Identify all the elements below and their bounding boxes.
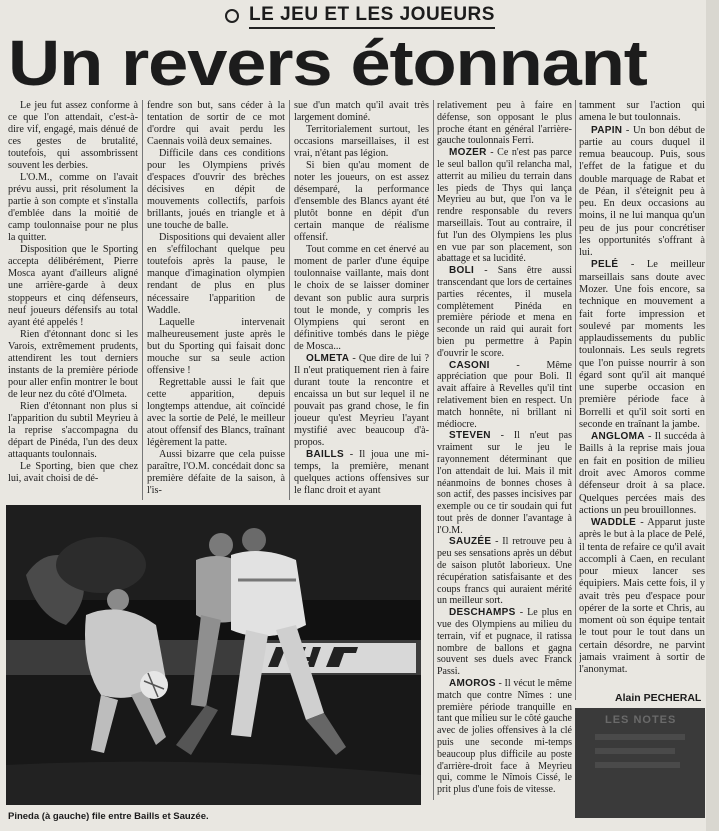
paragraph: Aussi bizarre que cela puisse paraître, l'O.M. concédait donc sa première défaite de la saison, à l'is- <box>147 448 285 496</box>
paragraph: Laquelle intervenait malheureusement juste après le but du Sporting qui faisait donc mouche sur sa seule action offensive ! <box>147 316 285 376</box>
player-comment: - Il joua une mi-temps, la première, menant quelques actions offensives sur le flanc droit et ayant <box>294 448 429 496</box>
player-name: STEVEN <box>449 430 491 442</box>
paragraph: Si bien qu'au moment de noter les joueurs, on est assez désemparé, la performance d'ensemble des Blancs ayant été plutôt bonne en dépit d'un certain manque de réalisme offensif. <box>294 160 429 244</box>
player-rating <box>294 449 429 497</box>
faded-line <box>595 762 680 768</box>
article-headline: Un revers étonnant <box>8 27 647 99</box>
player-name: SAUZÉE <box>449 536 492 548</box>
section-rubric <box>200 4 520 28</box>
paragraph: Difficile dans ces conditions pour les Olympiens privés d'espaces d'ouvrir des brèches décisives en dépit de mouvements collectifs, parfois brillants, joués en triangle et à une touche de balle. <box>147 148 285 232</box>
match-photo <box>6 505 421 805</box>
paragraph: relativement peu à faire en défense, son opposant le plus proche étant en général l'arrière-gauche toulonnais Ferri. <box>437 100 572 147</box>
circle-bullet-icon <box>225 9 239 23</box>
player-comment: - Que dire de lui ? Il n'eut pratiquement rien à faire durant toute la rencontre et encaissa un but sur lequel il ne pouvait pas grand chose, le fin joueur qu'est Meyrieu l'ayant mystifié avec beaucoup d'à-propos. <box>294 352 429 448</box>
photo-caption: Pineda (à gauche) file entre Baills et Sauzée. <box>8 811 209 822</box>
paragraph: tamment sur l'action qui amena le but toulonnais. <box>579 100 705 124</box>
player-rating <box>437 147 572 265</box>
player-comment: - Sans être aussi transcendant que lors de certaines parties récentes, il musela complètement Pinéda en première période et mena en seconde un raid qui aurait fort bien pu permettre à Papin d'ouvrir le score. <box>437 265 572 359</box>
notes-box-label: LES NOTES <box>605 714 677 726</box>
paragraph: Le jeu fut assez conforme à ce que l'on attendait, c'est-à-dire vif, engagé, mais dénué de ces gestes de brutalité, toutefois, qui assombrissent souvent les derbies. <box>8 100 138 172</box>
player-comment: - Un bon début de partie au cours duquel il remua beaucoup. Puis, sous l'effet de la fatigue et du double marquage de Rabat et de Péan, il s'éteignit peu à peu. En deux occasions au moins, il ne lui manqua qu'un peu de jus pour concrétiser les opportunités s'offrant à lui. <box>579 124 705 259</box>
player-comment: - Il vécut le même match que contre Nîmes : une première période tranquille en tant que milieu sur le côté gauche avec de jolies offensives à la clé puis une seconde mi-temps beaucoup plus difficile au poste d'arrière-droit face à Meyrieu qui, comme le Nîmois Cissé, le prit plus d'une fois de vitesse. <box>437 678 572 796</box>
player-comment: - Le meilleur marseillais sans doute avec Mozer. Une fois encore, sa technique en mouvement a fait forte impression et soulevé par moments les applaudissements du public toulonnais. Les seuls regrets que l'on puisse nourrir à son égard sont qu'il ait manqué une superbe occasion en première période face à Borrelli et qu'il soit sorti en seconde en traînant la jambe. <box>579 259 705 430</box>
paragraph: Rien d'étonnant donc si les Varois, extrêmement prudents, attendirent les tout derniers instants de la première période pour aller enfin montrer le bout de leur nez du côté d'Olmeta. <box>8 328 138 400</box>
player-name: PELÉ <box>591 259 619 271</box>
paragraph: Disposition que le Sporting accepta délibérément, Pierre Mosca ayant d'ailleurs aligné une arrière-garde à deux stoppeurs et cinq défenseurs, neuf joueurs défensifs au total ayant été appelés ! <box>8 244 138 328</box>
paragraph: Rien d'étonnant non plus si l'apparition du subtil Meyrieu à la reprise s'accompagna du départ de Pinéda, l'un des deux attaquants toulonnais. <box>8 400 138 460</box>
column-divider <box>575 100 576 700</box>
player-rating <box>579 259 705 431</box>
player-name: OLMETA <box>306 352 350 364</box>
page-margin <box>706 0 719 831</box>
paragraph: Dispositions qui devaient aller en s'effilochant quelque peu toutefois après la pause, le manque d'imagination olympien rendant de plus en plus nécessaire l'apparition de Waddle. <box>147 232 285 316</box>
rubric-title: LE JEU ET LES JOUEURS <box>249 4 495 29</box>
player-rating <box>437 536 572 607</box>
player-comment: - Apparut juste après le but à la place de Pelé, il tenta de refaire ce qu'il avait accompli à Caen, en reculant pour mieux lancer ses équipiers. Mais cette fois, il y avait très peu d'espace pour opérer de la sorte et Chris, au moment où son équipe tentait le tout pour le tout dans un certain désordre, ne parvint jamais vraiment à sortir de l'anonymat. <box>579 517 705 676</box>
player-rating <box>579 125 705 260</box>
article-column-5 <box>579 100 705 688</box>
faded-line <box>595 748 675 754</box>
player-comment: - Ce n'est pas parce le seul ballon qu'il relancha mal, atterrit au milieu du terrain dans les pieds de Thys qui lança Meyrieu au but, que l'on va le rendre responsable du revers marseillais. Tout au contraire, il fut l'un des Olympiens les plus en vue par son placement, son abattage et sa lucidité. <box>437 147 572 265</box>
column-divider <box>433 100 434 800</box>
article-column-1 <box>8 100 138 500</box>
paragraph: L'O.M., comme on l'avait prévu aussi, prit résolument la partie à son compte et s'installa d'emblée dans la moitié de camp toulonnaise pour ne plus la quitter. <box>8 172 138 244</box>
notes-box <box>575 708 705 818</box>
player-rating <box>437 360 572 431</box>
player-rating <box>294 353 429 449</box>
column-divider <box>142 100 143 500</box>
player-name: DESCHAMPS <box>449 607 516 619</box>
player-name: BAILLS <box>306 448 344 460</box>
player-comment: - Il succéda à Baills à la reprise mais joua en fait en position de milieu droit avec Amoros comme défenseur droit à sa place. Quelques percées mais des actions un peu brouillonnes. <box>579 431 705 516</box>
player-name: ANGLOMA <box>591 431 645 443</box>
paragraph: sue d'un match qu'il avait très largement dominé. <box>294 100 429 124</box>
paragraph: Tout comme en cet énervé au moment de parler d'une équipe toulonnaise vaillante, mais dont le choix de se laisser dominer devant son public aura surpris tout le monde, y compris les Olympiens qui seront en définitive tombés dans le piège de Mosca... <box>294 244 429 352</box>
player-name: CASONI <box>449 359 490 371</box>
article-column-3 <box>294 100 429 500</box>
football-players-image <box>6 505 421 805</box>
player-name: WADDLE <box>591 517 637 529</box>
paragraph: fendre son but, sans céder à la tentation de sortir de ce mot d'ordre qui avait perdu les Caennais voilà deux semaines. <box>147 100 285 148</box>
player-name: MOZER <box>449 147 487 159</box>
player-rating <box>437 607 572 678</box>
faded-line <box>595 734 685 740</box>
player-rating <box>437 678 572 796</box>
player-name: BOLI <box>449 265 475 277</box>
paragraph: Le Sporting, bien que chez lui, avait choisi de dé- <box>8 460 138 484</box>
player-name: AMOROS <box>449 678 496 690</box>
paragraph: Territorialement surtout, les occasions marseillaises, il est vrai, n'étant pas légion. <box>294 124 429 160</box>
author-signature: Alain PECHERAL <box>615 692 702 704</box>
player-name: PAPIN <box>591 124 623 136</box>
player-comment: - Il retrouve peu à peu ses sensations après un début de saison plutôt laborieux. Une récupération satisfaisante et des coups francs qui auraient mérité un meilleur sort. <box>437 536 572 607</box>
player-comment: - Même appréciation que pour Boli. Il avait affaire à Revelles qu'il tint relativement bien en respect. Un match honnête, ni brillant ni médiocre. <box>437 359 572 430</box>
player-rating <box>437 430 572 536</box>
player-comment: - Il n'eut pas vraiment sur le jeu le rayonnement déterminant que l'on attendait de lui. Mais il mit néanmoins de bonnes choses à son actif, des passes incisives par exemple ou ce tir soudain qui fut tout près de donner l'avantage à l'O.M. <box>437 430 572 536</box>
article-column-4 <box>437 100 572 800</box>
column-divider <box>289 100 290 500</box>
player-rating <box>579 431 705 517</box>
player-rating <box>437 265 572 359</box>
player-comment: - Le plus en vue des Olympiens au milieu du terrain, vif et pugnace, il ratissa nombre de ballons et gagna souvent ses duels avec Franck Passi. <box>437 607 572 678</box>
article-column-2 <box>147 100 285 500</box>
player-rating <box>579 517 705 676</box>
paragraph: Regrettable aussi le fait que cette apparition, depuis longtemps attendue, ait coïncidé avec la sortie de Pelé, le meilleur atout offensif des Blancs, traînant légèrement la patte. <box>147 376 285 448</box>
